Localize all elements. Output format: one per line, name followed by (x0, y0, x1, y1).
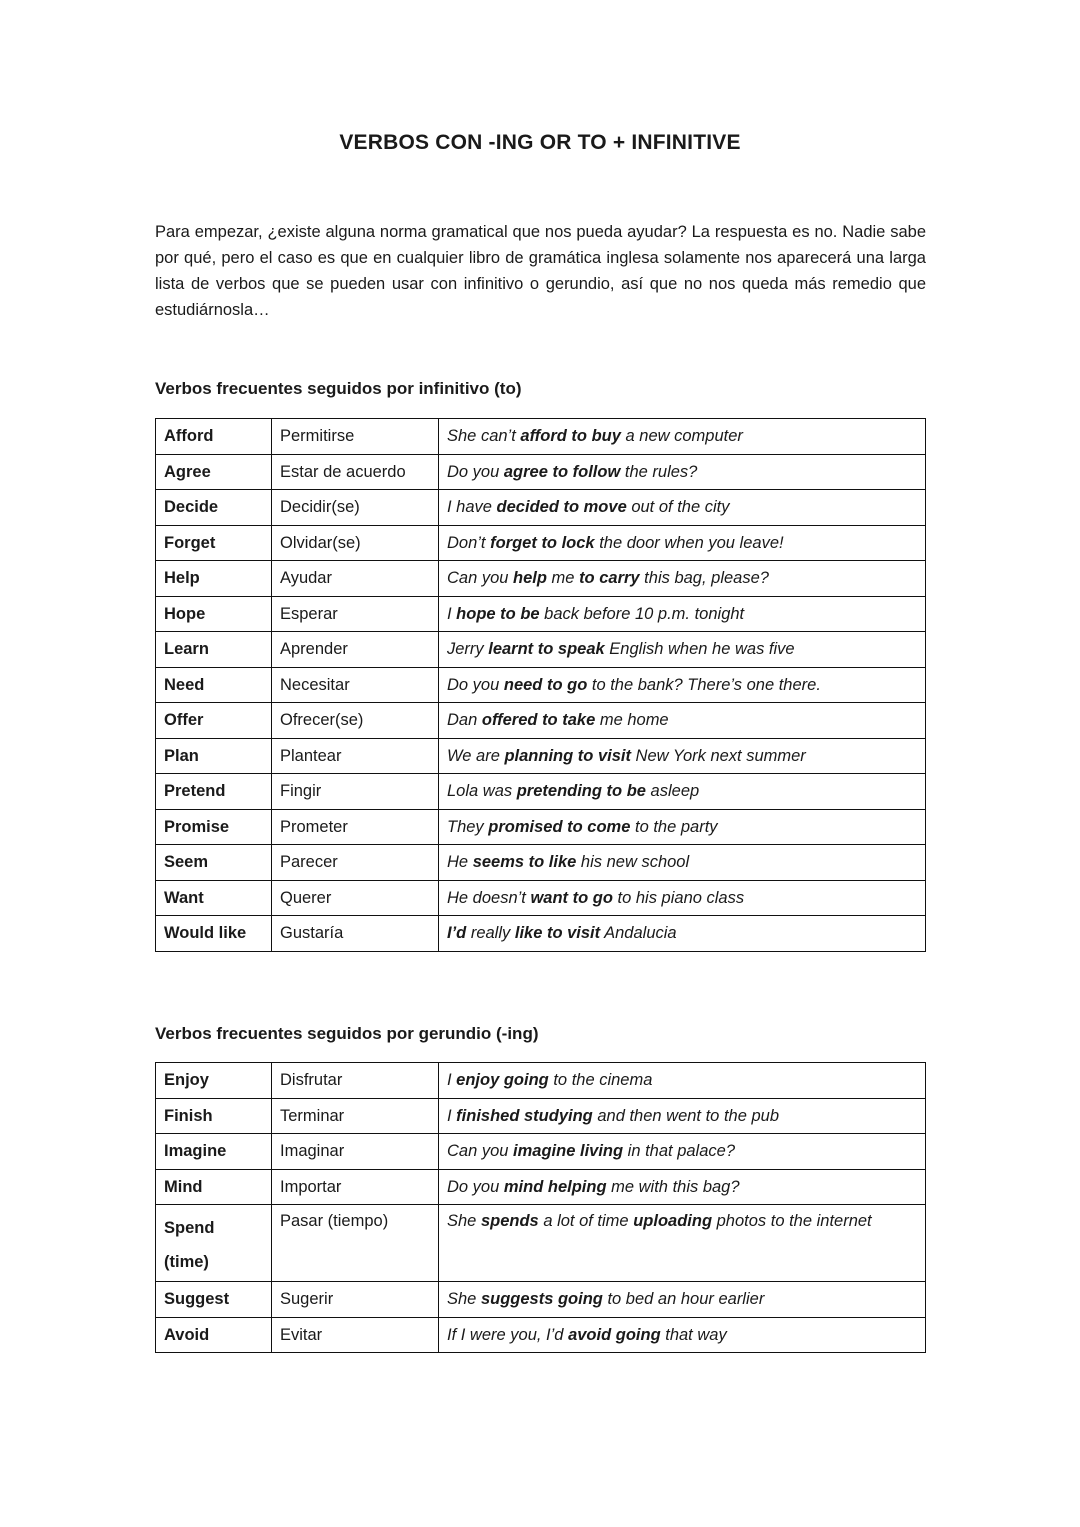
example-text: Don’t (447, 533, 491, 552)
example-highlight: hope to be (456, 604, 540, 623)
table-row (156, 1063, 926, 1099)
translation-cell: Importar (272, 1169, 439, 1205)
translation-cell: Plantear (272, 738, 439, 774)
example-text: They (447, 817, 489, 836)
infinitive-verbs-table (155, 418, 926, 952)
table-row (156, 738, 926, 774)
example-text: asleep (645, 782, 700, 801)
example-text: his new school (576, 853, 690, 872)
verb-cell: Hope (156, 596, 272, 632)
translation-cell: Necesitar (272, 667, 439, 703)
table-row (156, 490, 926, 526)
example-highlight: planning to visit (504, 746, 631, 765)
verb-cell: Suggest (156, 1282, 272, 1318)
example-text: Andalucia (600, 924, 677, 943)
example-text: I (447, 604, 457, 623)
example-text: Jerry (447, 640, 489, 659)
verb-cell: Forget (156, 525, 272, 561)
example-text: She (447, 1290, 481, 1309)
translation-cell: Imaginar (272, 1134, 439, 1170)
example-highlight: forget to lock (490, 533, 595, 552)
translation-cell: Ofrecer(se) (272, 703, 439, 739)
translation-cell: Prometer (272, 809, 439, 845)
example-highlight: learnt to speak (488, 640, 605, 659)
verb-cell: Want (156, 880, 272, 916)
example-text: New York next summer (630, 746, 806, 765)
example-text: He doesn’t (447, 888, 531, 907)
verb-cell: Spend (time) (156, 1205, 272, 1282)
table-row (156, 809, 926, 845)
example-text: really (466, 924, 515, 943)
verb-cell: Mind (156, 1169, 272, 1205)
table-row (156, 1098, 926, 1134)
example-text: Do you (447, 462, 504, 481)
verb-cell: Would like (156, 916, 272, 952)
table-row (156, 1317, 926, 1353)
example-cell (439, 1205, 926, 1282)
table-row (156, 525, 926, 561)
example-text: that way (660, 1325, 727, 1344)
example-highlight: to carry (579, 569, 640, 588)
example-highlight: want to go (530, 888, 613, 907)
translation-cell: Pasar (tiempo) (272, 1205, 439, 1282)
example-cell (439, 916, 926, 952)
example-cell (439, 809, 926, 845)
example-text: Can you (447, 1142, 514, 1161)
table-row (156, 1282, 926, 1318)
translation-cell: Fingir (272, 774, 439, 810)
example-text: this bag, please? (639, 569, 769, 588)
example-cell (439, 1317, 926, 1353)
example-cell (439, 596, 926, 632)
table-row (156, 774, 926, 810)
example-highlight: uploading (633, 1212, 713, 1230)
example-highlight: enjoy going (456, 1071, 549, 1090)
table-row (156, 561, 926, 597)
example-highlight: offered to take (481, 711, 596, 730)
page-title: VERBOS CON -ING OR TO + INFINITIVE (339, 131, 741, 154)
table-row (156, 1169, 926, 1205)
verb-cell: Afford (156, 419, 272, 455)
example-text: Do you (447, 675, 504, 694)
verb-cell: Promise (156, 809, 272, 845)
example-text: out of the city (626, 498, 730, 517)
table-row (156, 703, 926, 739)
example-text: back before 10 p.m. tonight (539, 604, 745, 623)
example-highlight: seems to like (472, 853, 577, 872)
example-highlight: decided to move (496, 498, 627, 517)
translation-cell: Permitirse (272, 419, 439, 455)
translation-cell: Disfrutar (272, 1063, 439, 1099)
verb-cell: Agree (156, 454, 272, 490)
infinitive-section-heading: Verbos frecuentes seguidos por infinitivo (to) (155, 379, 522, 398)
example-text: to the cinema (548, 1071, 653, 1090)
example-text: the rules? (620, 462, 698, 481)
verb-cell: Decide (156, 490, 272, 526)
verb-cell: Enjoy (156, 1063, 272, 1099)
translation-cell: Olvidar(se) (272, 525, 439, 561)
example-text: and then went to the pub (592, 1106, 779, 1125)
table-row (156, 845, 926, 881)
example-text: the door when you leave! (594, 533, 784, 552)
gerund-verbs-table (155, 1062, 926, 1353)
example-text: to the bank? There’s one there. (587, 675, 821, 694)
example-text: to his piano class (612, 888, 745, 907)
example-cell (439, 1134, 926, 1170)
verb-cell: Help (156, 561, 272, 597)
example-text: English when he was five (604, 640, 795, 659)
example-text: a new computer (620, 427, 743, 446)
translation-cell: Parecer (272, 845, 439, 881)
verb-cell: Finish (156, 1098, 272, 1134)
example-highlight: imagine living (513, 1142, 624, 1161)
example-cell (439, 774, 926, 810)
example-text: me (546, 569, 580, 588)
intro-paragraph: Para empezar, ¿existe alguna norma gramatical que nos pueda ayudar? La respuesta es no. Nadie sabe por qué, pero el caso es que en cualquier libro de gramática inglesa solamente nos aparecerá una larga lista de verbos que se pueden usar con infinitivo o gerundio, así que no nos queda más remedio que estudiárnosla… (155, 223, 926, 319)
example-highlight: spends (480, 1212, 539, 1230)
table-row (156, 632, 926, 668)
example-highlight: need to go (503, 675, 588, 694)
table-row (156, 596, 926, 632)
example-text: to the party (630, 817, 718, 836)
translation-cell: Estar de acuerdo (272, 454, 439, 490)
example-text: me with this bag? (606, 1177, 740, 1196)
example-cell (439, 1169, 926, 1205)
example-cell (439, 667, 926, 703)
example-text: I (447, 1071, 457, 1090)
example-highlight: like to visit (514, 924, 601, 943)
example-cell (439, 703, 926, 739)
translation-cell: Querer (272, 880, 439, 916)
example-cell (439, 880, 926, 916)
example-text: I have (447, 498, 497, 517)
translation-cell: Gustaría (272, 916, 439, 952)
example-text: Can you (447, 569, 514, 588)
translation-cell: Aprender (272, 632, 439, 668)
example-cell (439, 490, 926, 526)
example-text: Lola was (447, 782, 517, 801)
verb-cell: Seem (156, 845, 272, 881)
example-cell (439, 632, 926, 668)
example-highlight: help (513, 569, 547, 588)
table-row (156, 880, 926, 916)
table-row (156, 667, 926, 703)
gerund-section-heading: Verbos frecuentes seguidos por gerundio (-ing) (155, 1024, 539, 1043)
example-text: I (447, 1106, 457, 1125)
translation-cell: Esperar (272, 596, 439, 632)
example-highlight: I’d (447, 924, 467, 943)
example-text: We are (447, 746, 505, 765)
verb-cell: Need (156, 667, 272, 703)
example-text: She can’t (447, 427, 521, 446)
translation-cell: Sugerir (272, 1282, 439, 1318)
table-row (156, 454, 926, 490)
example-cell (439, 525, 926, 561)
table-row (156, 419, 926, 455)
example-highlight: finished studying (456, 1106, 593, 1125)
example-text: He (447, 853, 473, 872)
example-cell (439, 1282, 926, 1318)
example-text: in that palace? (623, 1142, 735, 1161)
verb-cell: Avoid (156, 1317, 272, 1353)
example-cell (439, 738, 926, 774)
example-cell (439, 1098, 926, 1134)
example-cell (439, 561, 926, 597)
example-highlight: pretending to be (516, 782, 646, 801)
example-highlight: suggests going (480, 1290, 603, 1309)
verb-cell: Plan (156, 738, 272, 774)
example-text: Dan (447, 711, 482, 730)
verb-cell: Pretend (156, 774, 272, 810)
example-cell (439, 419, 926, 455)
example-highlight: agree to follow (503, 462, 621, 481)
verb-cell: Imagine (156, 1134, 272, 1170)
example-text: Do you (447, 1177, 504, 1196)
example-highlight: avoid going (568, 1325, 661, 1344)
example-text: to bed an hour earlier (602, 1290, 765, 1309)
translation-cell: Ayudar (272, 561, 439, 597)
example-highlight: promised to come (488, 817, 631, 836)
verb-cell: Offer (156, 703, 272, 739)
example-cell (439, 454, 926, 490)
example-cell (439, 845, 926, 881)
example-highlight: mind helping (503, 1177, 607, 1196)
example-text: a lot of time (538, 1212, 634, 1230)
table-row (156, 916, 926, 952)
example-cell (439, 1063, 926, 1099)
example-text: If I were you, I’d (447, 1325, 569, 1344)
translation-cell: Evitar (272, 1317, 439, 1353)
translation-cell: Decidir(se) (272, 490, 439, 526)
verb-cell: Learn (156, 632, 272, 668)
example-text: me home (595, 711, 669, 730)
table-row (156, 1134, 926, 1170)
example-text: She (447, 1212, 481, 1230)
example-highlight: afford to buy (520, 427, 621, 446)
table-row (156, 1205, 926, 1282)
translation-cell: Terminar (272, 1098, 439, 1134)
example-text: photos to the internet (712, 1212, 872, 1230)
